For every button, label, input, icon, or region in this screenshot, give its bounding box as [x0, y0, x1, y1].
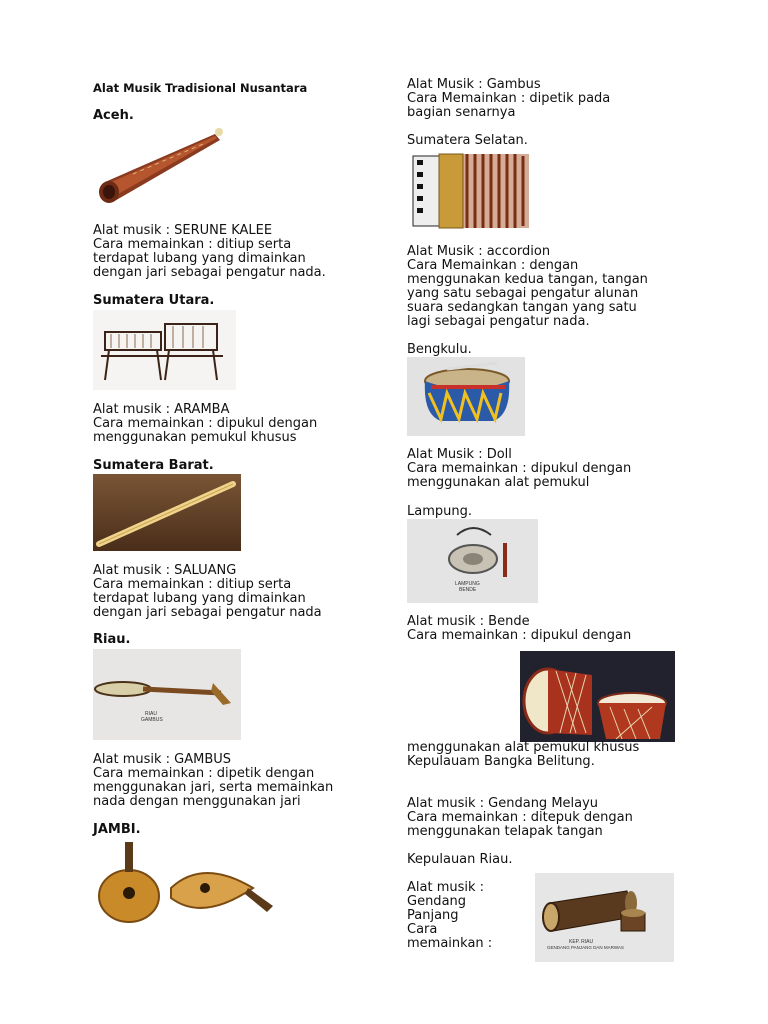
- babel-line-1: Alat musik : Gendang Melayu: [407, 796, 599, 811]
- image-saluang: [93, 474, 241, 551]
- babel-line-2: Cara memainkan : ditepuk dengan: [407, 810, 633, 825]
- riau-line-3: menggunakan jari, serta memainkan: [93, 780, 334, 795]
- region-heading-sumatera-barat: Sumatera Barat.: [93, 458, 214, 473]
- image-gambus-jambi: [93, 838, 286, 924]
- aceh-line-1: Alat musik : SERUNE KALEE: [93, 223, 273, 238]
- svg-text:GENDANG PANJANG DAN MARWAS: GENDANG PANJANG DAN MARWAS: [547, 945, 624, 950]
- bengkulu-line-3: menggunakan alat pemukul: [407, 475, 590, 490]
- svg-text:GAMBUS: GAMBUS: [141, 717, 163, 723]
- riau-image-caption: RIAU: [145, 711, 157, 717]
- riau-line-2: Cara memainkan : dipetik dengan: [93, 766, 315, 781]
- region-heading-lampung: Lampung.: [407, 504, 472, 519]
- sumsel-line-1: Alat Musik : accordion: [407, 244, 551, 259]
- sumbar-line-2: Cara memainkan : ditiup serta: [93, 577, 292, 592]
- riau-line-4: nada dengan menggunakan jari: [93, 794, 301, 809]
- svg-text:KEP. RIAU: KEP. RIAU: [569, 939, 594, 945]
- sumsel-line-5: suara sedangkan tangan yang satu: [407, 300, 637, 315]
- region-heading-jambi: JAMBI.: [93, 822, 141, 837]
- bengkulu-line-1: Alat Musik : Doll: [407, 447, 512, 462]
- sumbar-line-4: dengan jari sebagai pengatur nada: [93, 605, 322, 620]
- image-gambus-riau: [93, 649, 241, 740]
- sumsel-line-6: lagi sebagai pengatur nada.: [407, 314, 590, 329]
- sumbar-line-3: terdapat lubang yang dimainkan: [93, 591, 306, 606]
- region-heading-bengkulu: Bengkulu.: [407, 342, 472, 357]
- image-aramba: [93, 310, 236, 390]
- lampung-line-2: Cara memainkan : dipukul dengan: [407, 628, 632, 643]
- kepri-line-1: Alat musik :: [407, 880, 485, 895]
- sumsel-line-3: menggunakan kedua tangan, tangan: [407, 272, 648, 287]
- kepri-line-4: Cara: [407, 922, 438, 937]
- svg-text:BENDE: BENDE: [459, 587, 477, 593]
- region-heading-riau: Riau.: [93, 632, 131, 647]
- image-serune-kalee: [93, 124, 228, 211]
- region-heading-kepulauan-riau: Kepulauan Riau.: [407, 852, 513, 867]
- image-bende: [407, 519, 538, 603]
- region-heading-aceh: Aceh.: [93, 108, 134, 123]
- sumut-line-3: menggunakan pemukul khusus: [93, 430, 297, 445]
- bengkulu-line-2: Cara memainkan : dipukul dengan: [407, 461, 632, 476]
- aceh-line-3: terdapat lubang yang dimainkan: [93, 251, 306, 266]
- riau-line-1: Alat musik : GAMBUS: [93, 752, 232, 767]
- sumut-line-2: Cara memainkan : dipukul dengan: [93, 416, 318, 431]
- sumbar-line-1: Alat musik : SALUANG: [93, 563, 237, 578]
- jambi-line-2: Cara Memainkan : dipetik pada: [407, 91, 611, 106]
- svg-text:LAMPUNG: LAMPUNG: [455, 581, 480, 587]
- region-heading-sumatera-utara: Sumatera Utara.: [93, 293, 215, 308]
- sumut-line-1: Alat musik : ARAMBA: [93, 402, 230, 417]
- image-accordion: [411, 150, 536, 232]
- lampung-line-1: Alat musik : Bende: [407, 614, 530, 629]
- kepri-line-5: memainkan :: [407, 936, 493, 951]
- babel-heading: Kepulauam Bangka Belitung.: [407, 754, 595, 769]
- kepri-line-2: Gendang: [407, 894, 467, 909]
- babel-line-3: menggunakan telapak tangan: [407, 824, 603, 839]
- sumsel-line-4: yang satu sebagai pengatur alunan: [407, 286, 639, 301]
- aceh-line-2: Cara memainkan : ditiup serta: [93, 237, 292, 252]
- image-gendang-melayu: [520, 651, 675, 742]
- region-heading-sumatera-selatan: Sumatera Selatan.: [407, 133, 528, 148]
- image-doll: [407, 357, 525, 436]
- jambi-line-3: bagian senarnya: [407, 105, 516, 120]
- aceh-line-4: dengan jari sebagai pengatur nada.: [93, 265, 326, 280]
- image-gendang-panjang: [535, 873, 674, 962]
- document-title: Alat Musik Tradisional Nusantara: [93, 81, 308, 95]
- kepri-line-3: Panjang: [407, 908, 459, 923]
- sumsel-line-2: Cara Memainkan : dengan: [407, 258, 579, 273]
- jambi-line-1: Alat Musik : Gambus: [407, 77, 541, 92]
- lampung-line-3: menggunakan alat pemukul khusus: [407, 740, 640, 755]
